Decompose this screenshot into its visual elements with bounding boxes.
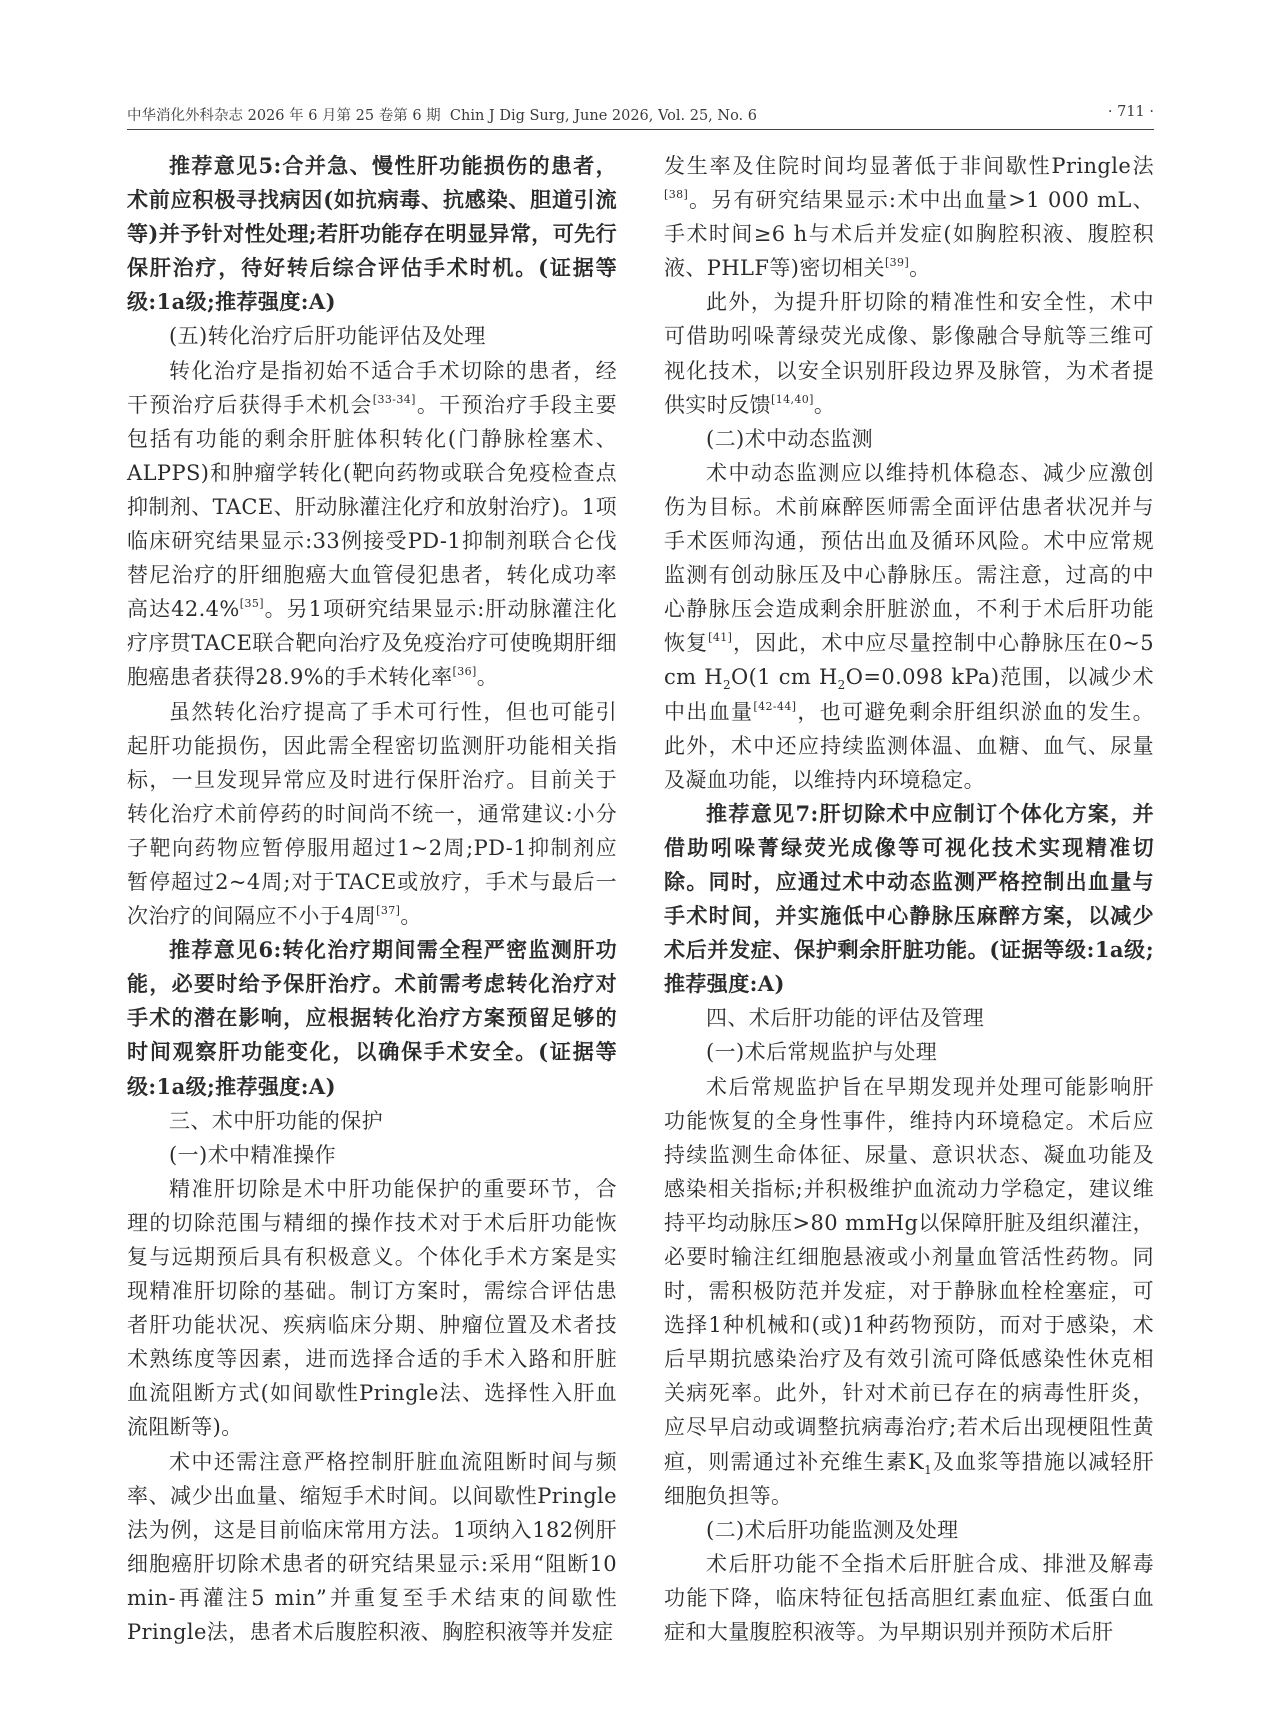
journal-citation-en: Chin J Dig Surg, June 2026, Vol. 25, No. 6 [449, 108, 758, 124]
citation: [38] [664, 188, 689, 202]
body-paragraph: 术后肝功能不全指术后肝脏合成、排泄及解毒功能下降，临床特征包括高胆红素血症、低蛋白血症和大量腹腔积液等。为早期识别并预防术后肝 [664, 1551, 1154, 1645]
body-paragraph: 此外，为提升肝切除的精准性和安全性，术中可借助吲哚菁绿荧光成像、影像融合导航等三维可视化技术，以安全识别肝段边界及脉管，为术者提供实时反馈[14,40]。 [664, 290, 1154, 417]
body-paragraph: 术后常规监护旨在早期发现并处理可能影响肝功能恢复的全身性事件，维持内环境稳定。术后应持续监测生命体征、尿量、意识状态、凝血功能及感染相关指标;并积极维护血流动力学稳定，建议维持平均动脉压>80 mmHg以保障肝脏及组织灌注，必要时输注红细胞悬液或小剂量血管活性药物。同时，需积极防范并发症，对于静脉血栓栓塞症，可选择1种机械和(或)1种药物预防，而对于感染，术后早期抗感染治疗及有效引流可降低感染性休克相关病死率。此外，针对术前已存在的病毒性肝炎，应尽早启动或调整抗病毒治疗;若术后出现梗阻性黄疸，则需通过补充维生素$K_1$及血浆等措施以减轻肝细胞负担等。 [664, 1074, 1154, 1508]
body-paragraph: 虽然转化治疗提高了手术可行性，但也可能引起肝功能损伤，因此需全程密切监测肝功能相关指标，一旦发现异常应及时进行保肝治疗。目前关于转化治疗术前停药的时间尚不统一，通常建议:小分子靶向药物应暂停服用超过1~2周;PD-1抑制剂应暂停超过2~4周;对于TACE或放疗，手术与最后一次治疗的间隔应不小于4周[37]。 [127, 699, 617, 929]
recommendation-7: 推荐意见7:肝切除术中应制订个体化方案，并借助吲哚菁绿荧光成像等可视化技术实现精准切除。同时，应通过术中动态监测严格控制出血量与手术时间，并实施低中心静脉压麻醉方案，以减少术后并发症、保护剩余肝脏功能。(证据等级:1a级;推荐强度:A) [664, 800, 1154, 997]
recommendation-6: 推荐意见6:转化治疗期间需全程严密监测肝功能，必要时给予保肝治疗。术前需考虑转化治疗对手术的潜在影响，应根据转化治疗方案预留足够的时间观察肝功能变化，以确保手术安全。(证据等级:1a级;推荐强度:A) [127, 937, 617, 1099]
recommendation-5: 推荐意见5:合并急、慢性肝功能损伤的患者，术前应积极寻找病因(如抗病毒、抗感染、胆道引流等)并予针对性处理;若肝功能存在明显异常，可先行保肝治疗，待好转后综合评估手术时机。(证据等级:1a级;推荐强度:A) [127, 153, 617, 315]
citation: [42-44] [753, 699, 797, 713]
body-paragraph: 术中还需注意严格控制肝脏血流阻断时间与频率、减少出血量、缩短手术时间。以间歇性Pringle法为例，这是目前临床常用方法。1项纳入182例肝细胞癌肝切除术患者的研究结果显示:采用“阻断10 min-再灌注5 min”并重复至手术结束的间歇性Pringle法，患者术后腹腔积液、胸腔积液等并发症 [127, 1449, 617, 1645]
body-paragraph: 术中动态监测应以维持机体稳态、减少应激创伤为目标。术前麻醉医师需全面评估患者状况并与手术医师沟通，预估出血及循环风险。术中应常规监测有创动脉压及中心静脉压。需注意，过高的中心静脉压会造成剩余肝脏淤血，不利于术后肝功能恢复[41]，因此，术中应尽量控制中心静脉压在0~5 cm $H_2O(1$ cm $H_2O=0.098$ kPa)范围，以减少术中出血量[42-44]，也可避免剩余肝组织淤血的发生。此外，术中还应持续监测体温、血糖、血气、尿量及凝血功能，以维持内环境稳定。 [664, 460, 1154, 792]
subsection-heading: (二)术后肝功能监测及处理 [706, 1517, 959, 1542]
subsection-heading: (一)术后常规监护与处理 [706, 1040, 938, 1065]
right-column [664, 149, 1154, 1649]
body-paragraph: 转化治疗是指初始不适合手术切除的患者，经干预治疗后获得手术机会[33-34]。干预治疗手段主要包括有功能的剩余肝脏体积转化(门静脉栓塞术、ALPPS)和肿瘤学转化(靶向药物或联合免疫检查点抑制剂、TACE、肝动脉灌注化疗和放射治疗)。1项临床研究结果显示:33例接受PD-1抑制剂联合仑伐替尼治疗的肝细胞癌大血管侵犯患者，转化成功率高达42.4%[35]。另1项研究结果显示:肝动脉灌注化疗序贯TACE联合靶向治疗及免疫治疗可使晚期肝细胞癌患者获得28.9%的手术转化率[36]。 [127, 358, 617, 690]
citation: [14,40] [771, 392, 814, 406]
citation: [35] [239, 597, 264, 611]
section-heading: 三、术中肝功能的保护 [169, 1108, 383, 1133]
page-number: · 711 · [1107, 104, 1154, 120]
subsection-heading: (一)术中精准操作 [169, 1142, 336, 1167]
body-paragraph-continued: 发生率及住院时间均显著低于非间歇性Pringle法[38]。另有研究结果显示:术中出血量>1 000 mL、手术时间≥6 h与术后并发症(如胸腔积液、腹腔积液、PHLF等)密切相关[39]。 [664, 154, 1154, 281]
body-paragraph: 精准肝切除是术中肝功能保护的重要环节，合理的切除范围与精细的操作技术对于术后肝功能恢复与远期预后具有积极意义。个体化手术方案是实现精准肝切除的基础。制订方案时，需综合评估患者肝功能状况、疾病临床分期、肿瘤位置及术者技术熟练度等因素，进而选择合适的手术入路和肝脏血流阻断方式(如间歇性Pringle法、选择性入肝血流阻断等)。 [127, 1176, 617, 1440]
section-heading: 四、术后肝功能的评估及管理 [706, 1006, 985, 1031]
journal-citation: 中华消化外科杂志 2026 年 6 月第 25 卷第 6 期 [127, 108, 441, 124]
citation: [33-34] [372, 392, 416, 406]
left-column [127, 149, 617, 1649]
subsection-heading: (二)术中动态监测 [706, 426, 873, 451]
citation: [41] [708, 631, 733, 645]
subsection-heading: (五)转化治疗后肝功能评估及处理 [169, 324, 486, 349]
header-rule [127, 129, 1154, 130]
citation: [37] [376, 904, 401, 918]
citation: [39] [884, 256, 910, 270]
running-head [127, 104, 1154, 125]
citation: [36] [452, 665, 477, 679]
